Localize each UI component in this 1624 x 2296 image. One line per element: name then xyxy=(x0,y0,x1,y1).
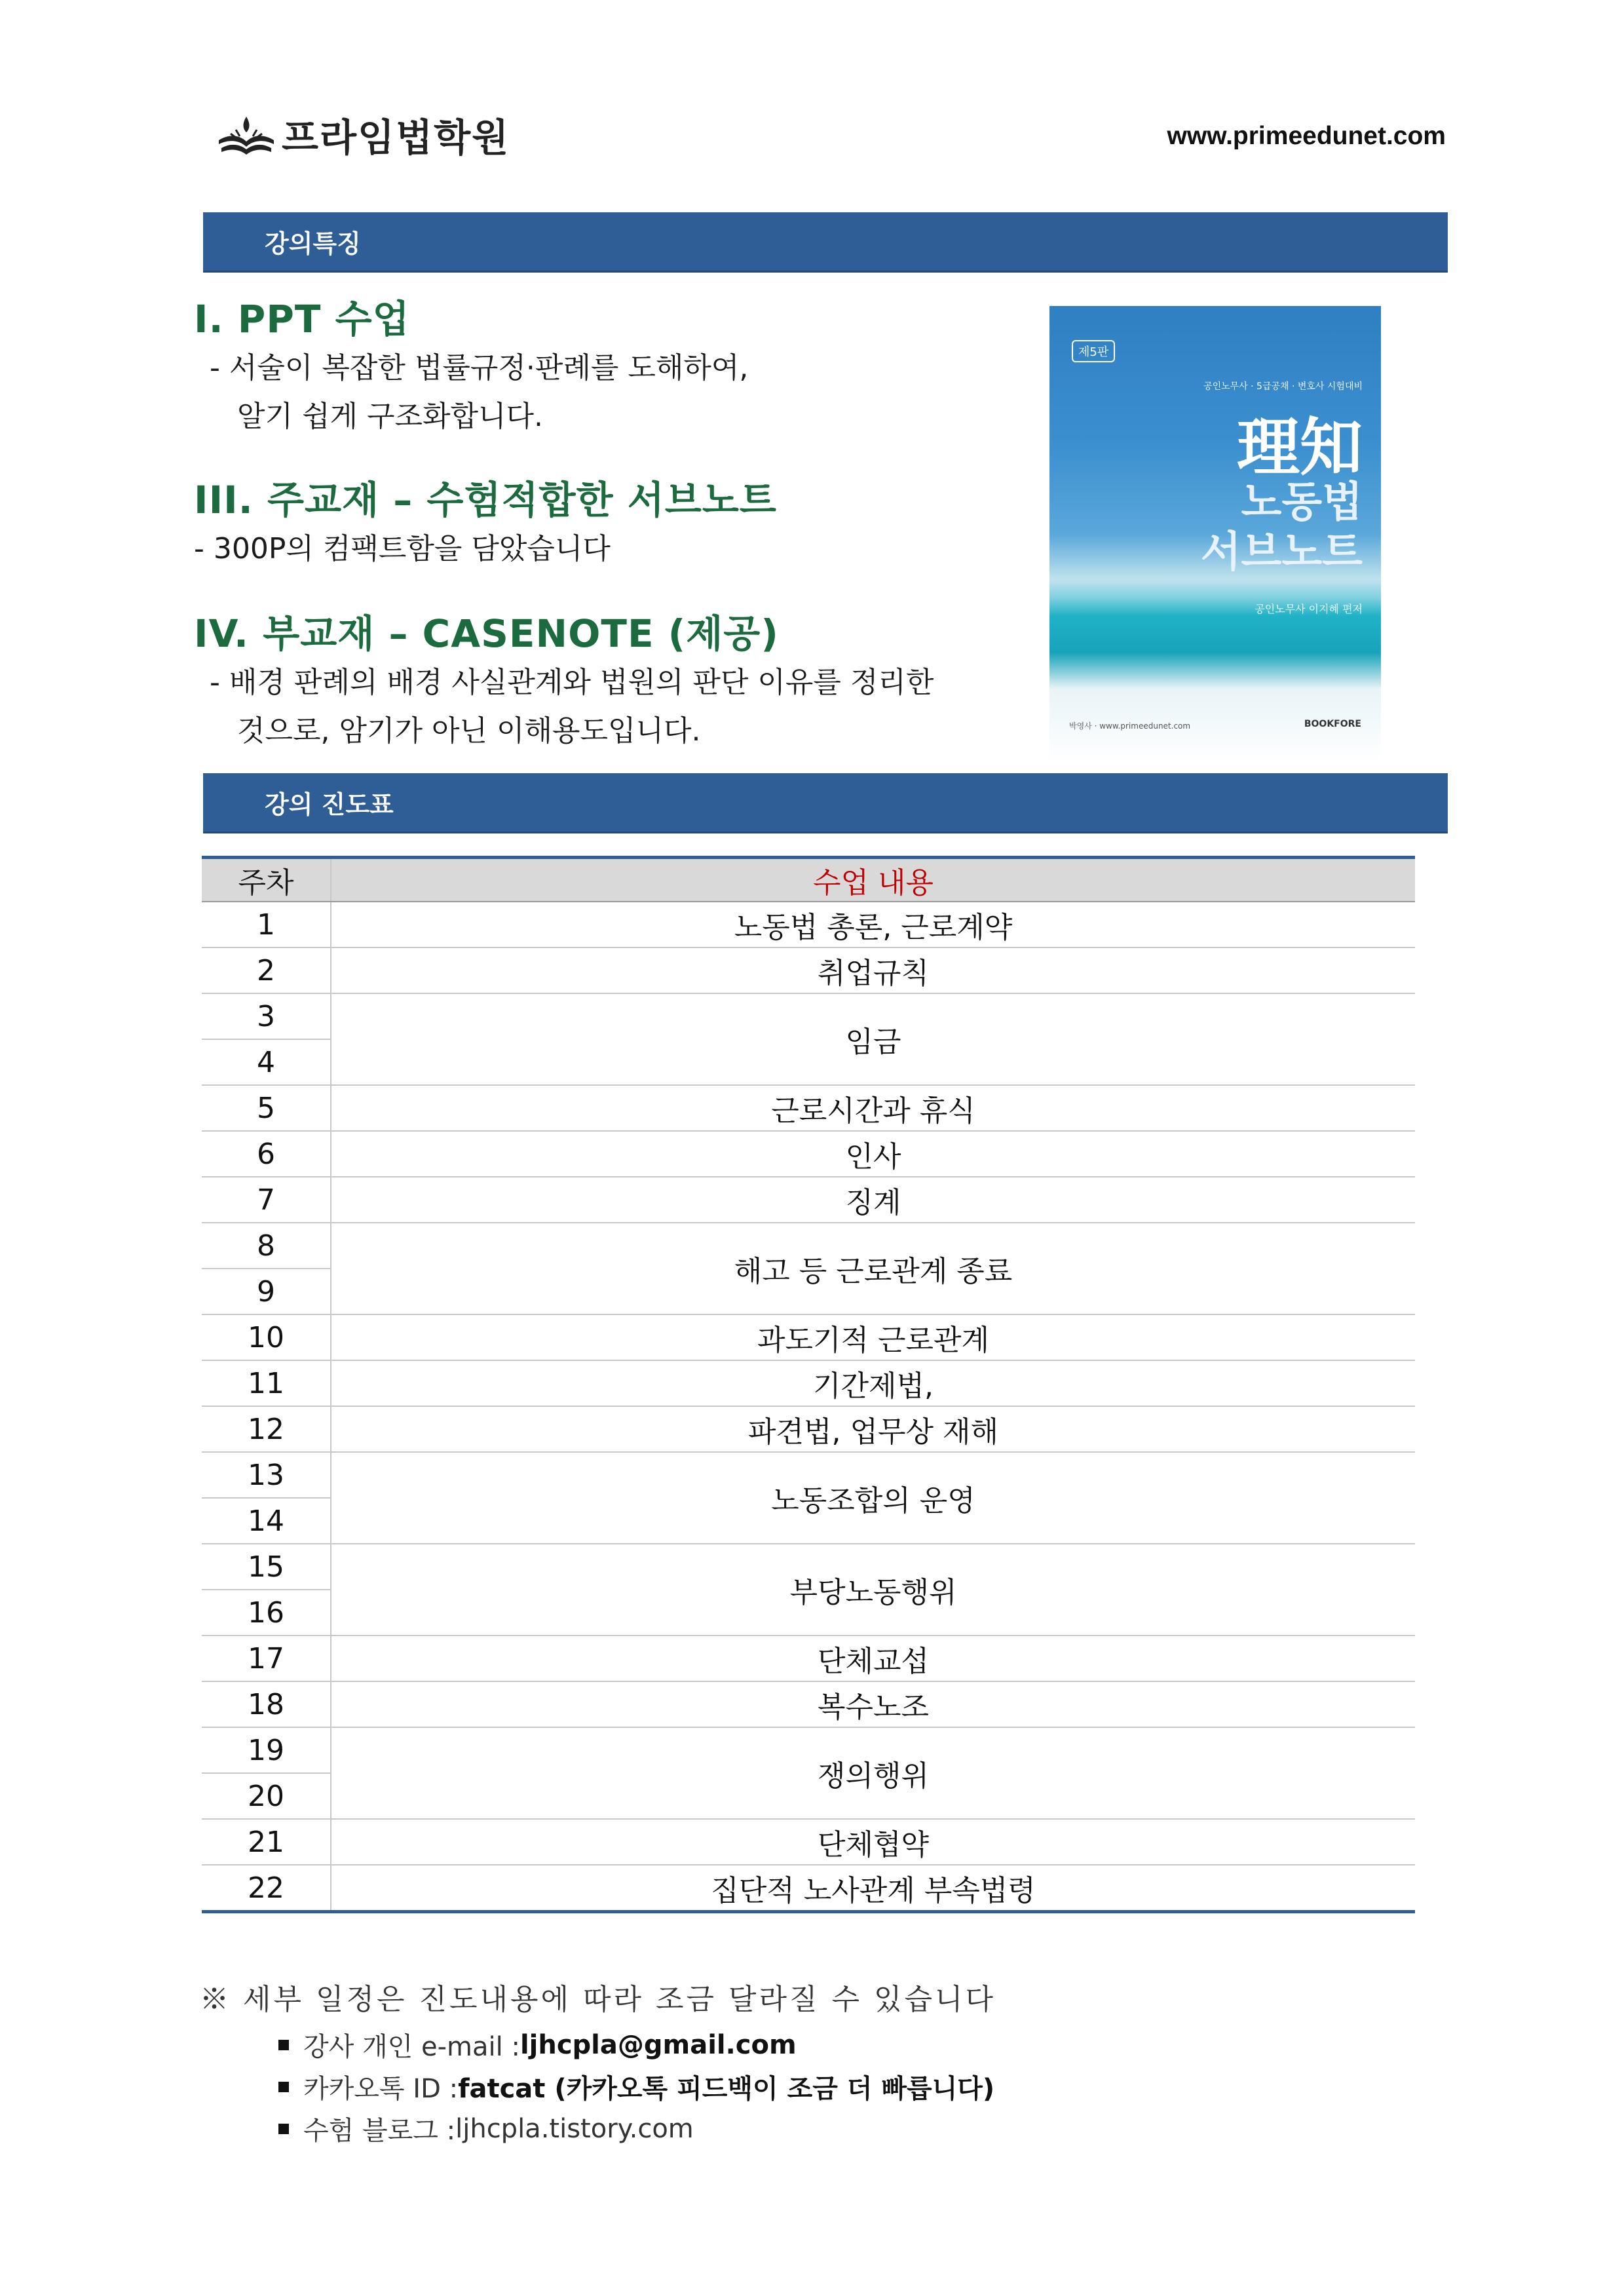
header-week: 주차 xyxy=(202,858,331,902)
bullet-square-icon xyxy=(278,2040,289,2050)
content-cell: 쟁의행위 xyxy=(331,1727,1415,1819)
content-cell: 노동조합의 운영 xyxy=(331,1452,1415,1544)
logo xyxy=(216,108,510,161)
week-cell: 3 xyxy=(202,993,331,1039)
week-cell: 17 xyxy=(202,1636,331,1681)
week-cell: 16 xyxy=(202,1590,331,1636)
schedule-section-bar xyxy=(203,773,1448,833)
week-cell: 10 xyxy=(202,1314,331,1360)
book-subtitle: 공인노무사 · 5급공채 · 변호사 시험대비 xyxy=(1203,381,1363,392)
section-title-main-text: III. 주교재 – 수험적합한 서브노트 xyxy=(194,478,777,522)
table-row xyxy=(202,1681,1415,1727)
week-cell: 19 xyxy=(202,1727,331,1773)
content-cell: 징계 xyxy=(331,1177,1415,1223)
table-row xyxy=(202,1131,1415,1177)
table-row xyxy=(202,1636,1415,1681)
table-row xyxy=(202,1452,1415,1498)
table-header-row xyxy=(202,858,1415,902)
contact-email-label: 강사 개인 e-mail : xyxy=(303,2032,520,2062)
contact-kakao-value: fatcat (카카오톡 피드백이 조금 더 빠릅니다) xyxy=(458,2074,995,2104)
week-cell: 5 xyxy=(202,1085,331,1131)
table-row xyxy=(202,1085,1415,1131)
week-cell: 20 xyxy=(202,1773,331,1819)
table-row xyxy=(202,1819,1415,1865)
book-title-line2: 서브노트 xyxy=(1200,528,1363,577)
book-cover-image xyxy=(1049,306,1381,762)
header-content: 수업 내용 xyxy=(331,858,1415,902)
table-row xyxy=(202,1865,1415,1912)
schedule-table xyxy=(202,856,1415,1913)
week-cell: 12 xyxy=(202,1406,331,1452)
week-cell: 2 xyxy=(202,947,331,993)
table-row xyxy=(202,1223,1415,1269)
content-cell: 인사 xyxy=(331,1131,1415,1177)
content-cell: 단체협약 xyxy=(331,1819,1415,1865)
book-lamp-logo-icon xyxy=(216,111,276,157)
content-cell: 부당노동행위 xyxy=(331,1544,1415,1636)
content-cell: 복수노조 xyxy=(331,1681,1415,1727)
table-row xyxy=(202,1406,1415,1452)
week-cell: 14 xyxy=(202,1498,331,1544)
bullet-square-icon xyxy=(278,2124,289,2134)
table-row xyxy=(202,1727,1415,1773)
contact-email-value[interactable]: ljhcpla@gmail.com xyxy=(519,2029,797,2060)
content-cell: 임금 xyxy=(331,993,1415,1085)
site-url[interactable]: www.primeedunet.com xyxy=(1167,122,1446,150)
content-cell: 취업규칙 xyxy=(331,947,1415,993)
logo-text: 프라임법학원 xyxy=(282,115,510,160)
contact-blog xyxy=(278,2110,694,2147)
week-cell: 21 xyxy=(202,1819,331,1865)
bullet-square-icon xyxy=(278,2082,289,2092)
section-text-casenote-line1: - 배경 판례의 배경 사실관계와 법원의 판단 이유를 정리한 xyxy=(210,666,934,699)
contact-kakao xyxy=(278,2068,994,2105)
week-cell: 18 xyxy=(202,1681,331,1727)
schedule-table-body xyxy=(202,902,1415,1912)
book-publisher: BOOKFORE xyxy=(1304,719,1361,729)
week-cell: 11 xyxy=(202,1360,331,1406)
content-cell: 기간제법, xyxy=(331,1360,1415,1406)
content-cell: 과도기적 근로관계 xyxy=(331,1314,1415,1360)
contact-blog-value[interactable]: ljhcpla.tistory.com xyxy=(455,2113,694,2144)
book-footer-left: 박영사 · www.primeedunet.com xyxy=(1069,721,1191,731)
section-text-ppt-line2: 알기 쉽게 구조화합니다. xyxy=(237,400,543,433)
features-bar-title: 강의특징 xyxy=(265,229,361,258)
table-row xyxy=(202,993,1415,1039)
book-title-line1: 노동법 xyxy=(1241,478,1363,527)
contact-blog-label: 수험 블로그 : xyxy=(303,2116,456,2146)
contact-email xyxy=(278,2026,797,2063)
contact-kakao-label: 카카오톡 ID : xyxy=(303,2074,459,2104)
content-cell: 단체교섭 xyxy=(331,1636,1415,1681)
section-title-casenote: IV. 부교재 – CASENOTE (제공) xyxy=(194,611,779,656)
week-cell: 13 xyxy=(202,1452,331,1498)
features-section-bar xyxy=(203,212,1448,273)
week-cell: 4 xyxy=(202,1039,331,1085)
table-row xyxy=(202,947,1415,993)
book-author: 공인노무사 이지혜 편저 xyxy=(1255,603,1363,615)
table-row xyxy=(202,1360,1415,1406)
content-cell: 집단적 노사관계 부속법령 xyxy=(331,1865,1415,1912)
book-title-hanja: 理知 xyxy=(1237,410,1363,484)
content-cell: 해고 등 근로관계 종료 xyxy=(331,1223,1415,1314)
week-cell: 7 xyxy=(202,1177,331,1223)
section-text-main-text: - 300P의 컴팩트함을 담았습니다 xyxy=(194,532,611,565)
section-text-casenote-line2: 것으로, 암기가 아닌 이해용도입니다. xyxy=(237,714,701,748)
section-title-ppt: I. PPT 수업 xyxy=(194,297,410,341)
content-cell: 근로시간과 휴식 xyxy=(331,1085,1415,1131)
table-row xyxy=(202,1314,1415,1360)
content-cell: 노동법 총론, 근로계약 xyxy=(331,902,1415,947)
week-cell: 8 xyxy=(202,1223,331,1269)
table-row xyxy=(202,1177,1415,1223)
schedule-bar-title: 강의 진도표 xyxy=(265,790,394,819)
table-row xyxy=(202,1544,1415,1590)
schedule-disclaimer: ※ 세부 일정은 진도내용에 따라 조금 달라질 수 있습니다 xyxy=(200,1983,996,2016)
book-edition: 제5판 xyxy=(1072,340,1115,362)
section-text-ppt-line1: - 서술이 복잡한 법률규정·판례를 도해하여, xyxy=(210,351,749,385)
week-cell: 1 xyxy=(202,902,331,947)
week-cell: 9 xyxy=(202,1269,331,1314)
content-cell: 파견법, 업무상 재해 xyxy=(331,1406,1415,1452)
table-row xyxy=(202,902,1415,947)
week-cell: 15 xyxy=(202,1544,331,1590)
week-cell: 6 xyxy=(202,1131,331,1177)
week-cell: 22 xyxy=(202,1865,331,1912)
